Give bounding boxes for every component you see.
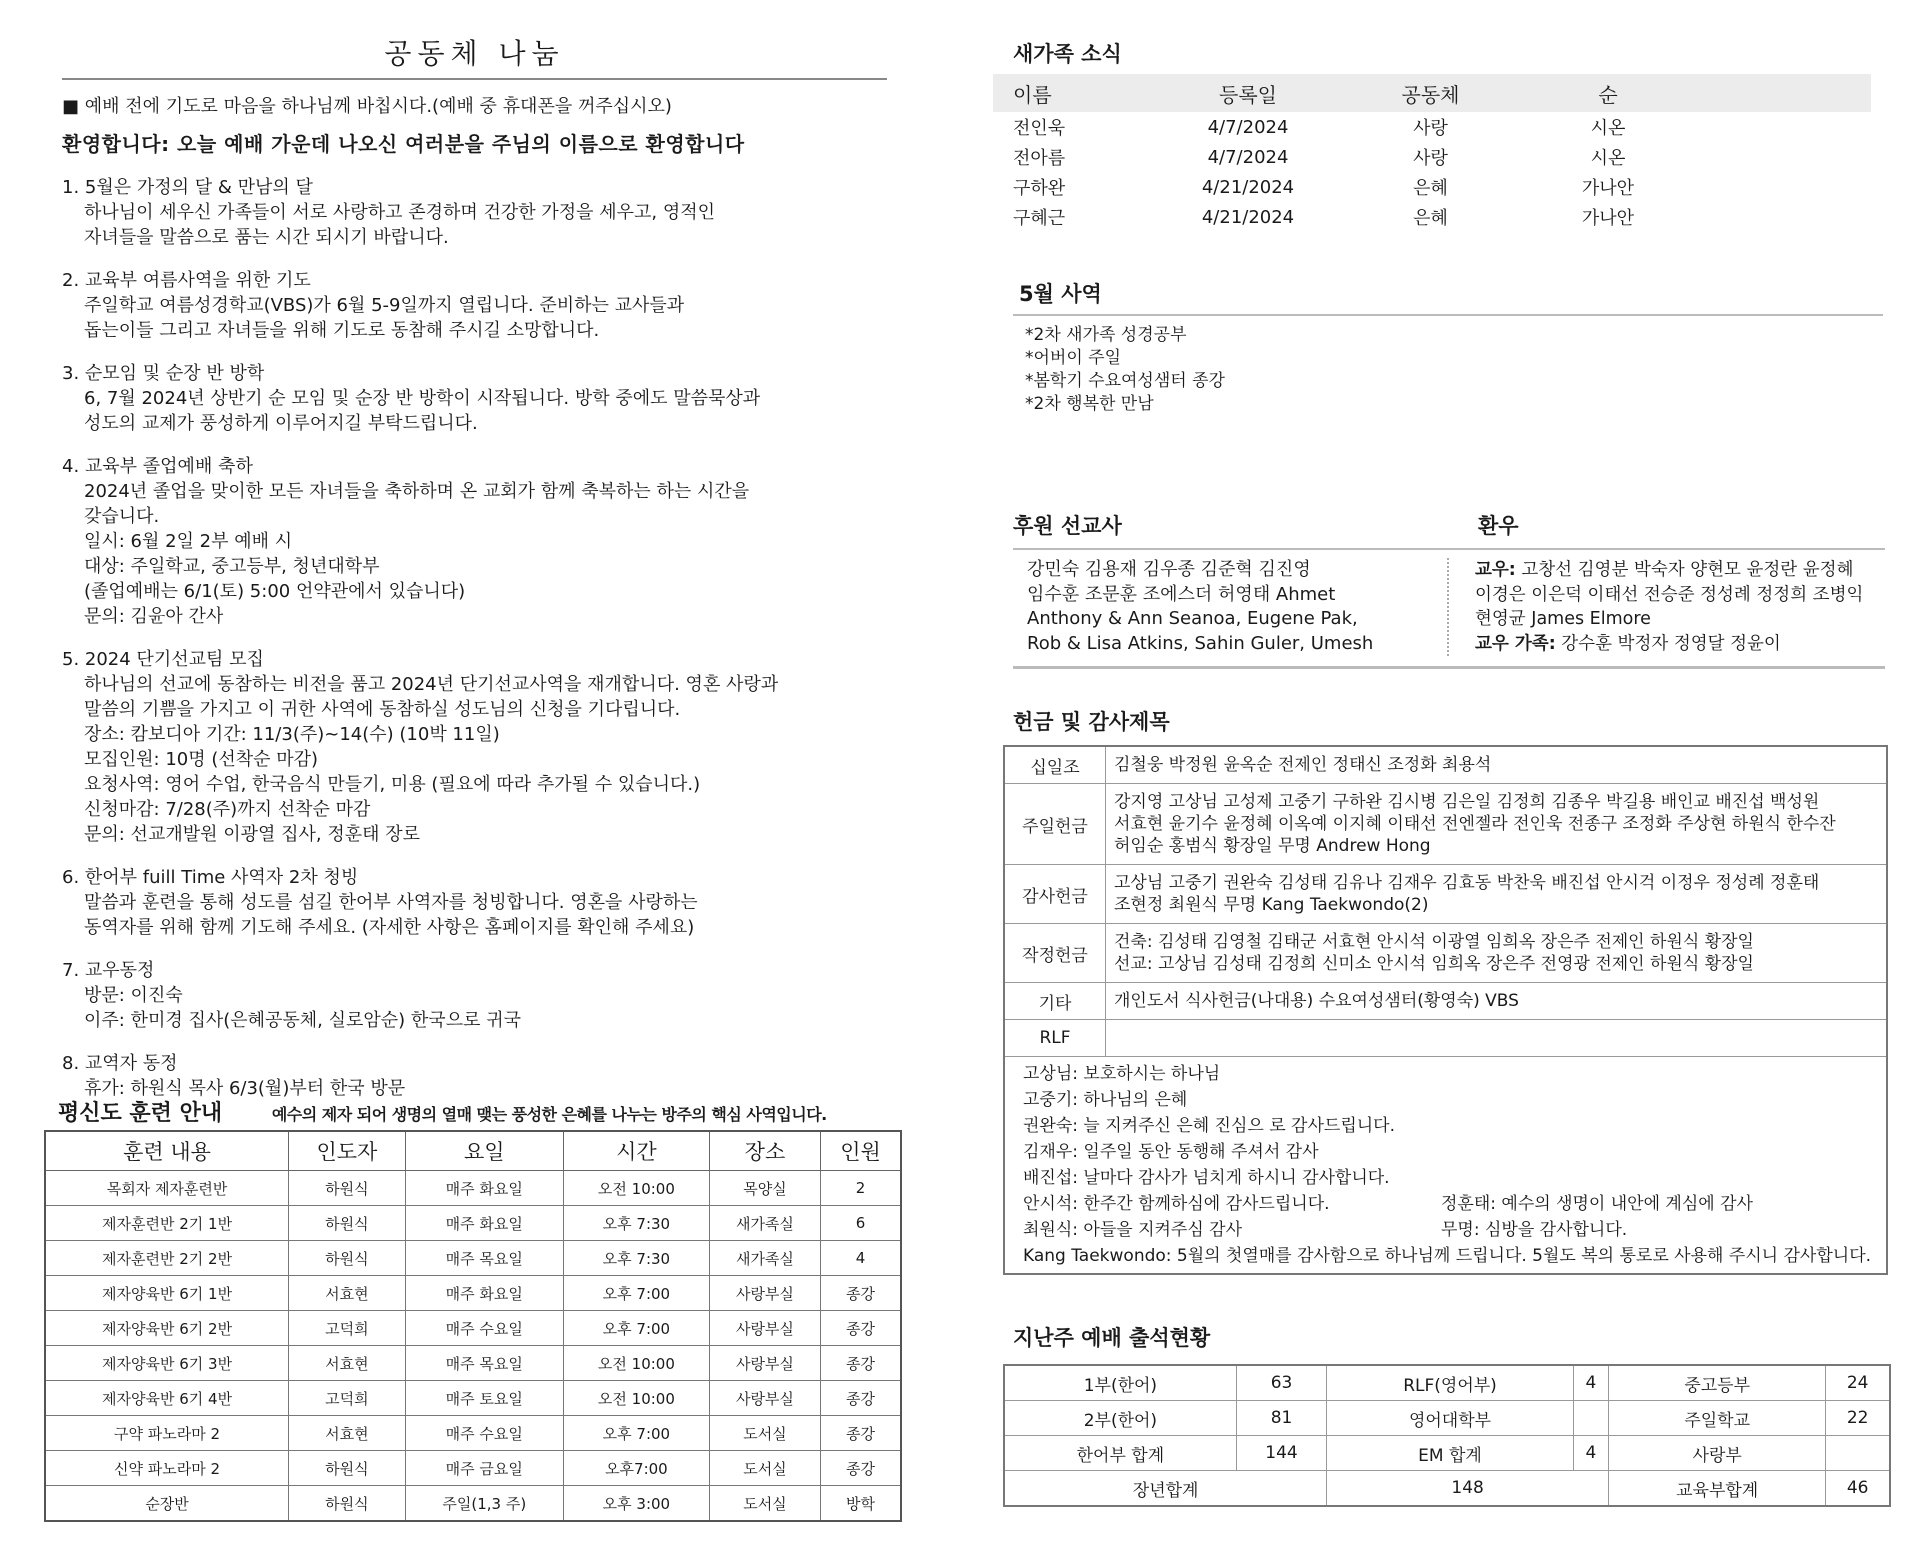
announcement-line: 말씀과 훈련을 통해 성도를 섬길 한어부 사역자를 청빙합니다. 영혼을 사랑하는 — [84, 892, 698, 913]
offering-line: 허임순 홍범식 황장일 무명 Andrew Hong — [1114, 836, 1431, 856]
list-cell: 4/7/2024 — [1207, 116, 1289, 138]
table-cell: 매주 목요일 — [405, 1346, 563, 1381]
announcement-line: 돕는이들 그리고 자녀들을 위해 기도로 동참해 주시길 소망합니다. — [84, 320, 600, 341]
table-cell: 하원식 — [289, 1241, 405, 1276]
announcement-item — [62, 865, 892, 940]
column-header: 시간 — [563, 1131, 709, 1171]
table-row — [1004, 1020, 1887, 1057]
offering-names — [1106, 1020, 1888, 1057]
announcement-line: 일시: 6월 2일 2부 예배 시 — [84, 531, 293, 552]
table-cell: 목회자 제자훈련반 — [45, 1171, 289, 1206]
announcement-heading: 2. 교육부 여름사역을 위한 기도 — [62, 270, 311, 291]
table-cell: 도서실 — [709, 1451, 820, 1486]
may-title: 5월 사역 — [1019, 282, 1102, 306]
list-cell: 가나안 — [1581, 208, 1635, 229]
announcement-line: 하나님의 선교에 동참하는 비전을 품고 2024년 단기선교사역을 재개합니다. 영혼 사랑과 — [84, 674, 779, 695]
offering-names — [1106, 746, 1888, 784]
table-cell: 매주 화요일 — [405, 1206, 563, 1241]
thanks-note-text: 안시석: 한주간 함께하심에 감사드립니다. — [1023, 1194, 1330, 1214]
announcement-line: 2024년 졸업을 맞이한 모든 자녀들을 축하하며 온 교회가 함께 축복하는 하는 시간을 — [84, 481, 750, 502]
list-cell: 사랑 — [1413, 118, 1448, 139]
patient-label: 교우: — [1475, 560, 1516, 580]
thanks-note-text: 고상님: 보호하시는 하나님 — [1023, 1064, 1221, 1084]
page-title: 공동체 나눔 — [62, 32, 887, 80]
list-item: *2차 새가족 성경공부 — [1025, 325, 1187, 345]
table-row — [45, 1346, 901, 1381]
thanks-note — [1023, 1191, 1874, 1217]
table-row — [45, 1381, 901, 1416]
table-cell: 한어부 합계 — [1004, 1436, 1236, 1471]
offering-title: 헌금 및 감사제목 — [1013, 710, 1170, 734]
column-header: 인원 — [821, 1131, 901, 1171]
announcement-item — [62, 958, 892, 1033]
total-label: 장년합계 — [1004, 1471, 1327, 1507]
announcement-item — [62, 268, 892, 343]
thanks-notes — [1004, 1057, 1887, 1275]
training-table — [44, 1130, 902, 1522]
missionary-line: Rob & Lisa Atkins, Sahin Guler, Umesh — [1027, 632, 1374, 654]
thanks-note — [1023, 1087, 1874, 1113]
announcement-list — [62, 175, 892, 1101]
welcome-text: 환영합니다: 오늘 예배 가운데 나오신 여러분을 주님의 이름으로 환영합니다 — [62, 132, 745, 156]
support-section — [1013, 510, 1885, 669]
offering-names — [1106, 784, 1888, 865]
offering-label: 십일조 — [1004, 746, 1106, 784]
list-cell: 시온 — [1590, 118, 1626, 139]
announcement-line: 이주: 한미경 집사(은혜공동체, 실로암순) 한국으로 귀국 — [84, 1010, 521, 1031]
table-cell: 고덕희 — [289, 1381, 405, 1416]
table-cell: 매주 금요일 — [405, 1451, 563, 1486]
announcement-line: 자녀들을 말씀으로 품는 시간 되시기 바랍니다. — [84, 227, 449, 248]
column-header: 요일 — [405, 1131, 563, 1171]
table-cell: 2부(한어) — [1004, 1401, 1236, 1436]
table-cell: 4 — [821, 1241, 901, 1276]
patient-names: 이경은 이은덕 이태선 전승준 정성례 정정희 조병익 — [1475, 584, 1864, 605]
table-cell: 4 — [1573, 1365, 1608, 1401]
table-header-row — [45, 1131, 901, 1171]
table-cell: 종강 — [821, 1311, 901, 1346]
table-cell: 방학 — [821, 1486, 901, 1522]
list-cell: 은혜 — [1413, 178, 1448, 199]
announcement-line: 신청마감: 7/28(주)까지 선착순 마감 — [84, 799, 371, 820]
announcement-line: (졸업예배는 6/1(토) 5:00 언약관에서 있습니다) — [84, 581, 466, 602]
table-cell: 사랑부 — [1609, 1436, 1826, 1471]
offering-line: 고상님 고중기 권완숙 김성태 김유나 김재우 김효동 박찬욱 배진섭 안시걱 이정우 정성례 정훈태 — [1114, 873, 1820, 893]
patient-line — [1475, 632, 1863, 657]
table-cell: 종강 — [821, 1381, 901, 1416]
table-row — [45, 1486, 901, 1522]
announcement-line: 갖습니다. — [84, 506, 160, 527]
edu-total-label: 교육부합계 — [1609, 1471, 1826, 1507]
table-row — [45, 1451, 901, 1486]
table-row — [1004, 1471, 1890, 1507]
table-cell: 신약 파노라마 2 — [45, 1451, 289, 1486]
list-item: *봄학기 수요여성샘터 종강 — [1025, 371, 1225, 391]
table-row — [45, 1276, 901, 1311]
announcement-line: 말씀의 기쁨을 가지고 이 귀한 사역에 동참하실 성도님의 신청을 기다립니다. — [84, 699, 681, 720]
table-cell: 오후 7:00 — [563, 1416, 709, 1451]
table-cell: 종강 — [821, 1276, 901, 1311]
column-header: 이름 — [1013, 82, 1052, 107]
new-family-header — [993, 74, 1871, 112]
total-value: 148 — [1327, 1471, 1609, 1507]
table-row — [1004, 746, 1887, 784]
table-row — [45, 1171, 901, 1206]
table-row — [1004, 1401, 1890, 1436]
list-item — [993, 172, 1871, 202]
announcement-line: 주일학교 여름성경학교(VBS)가 6월 5-9일까지 열립니다. 준비하는 교사들과 — [84, 295, 685, 316]
table-cell: 오후 7:30 — [563, 1206, 709, 1241]
list-item — [993, 112, 1871, 142]
column-header: 인도자 — [289, 1131, 405, 1171]
offering-label: 주일헌금 — [1004, 784, 1106, 865]
patient-list — [1449, 558, 1863, 656]
table-cell: 서효현 — [289, 1276, 405, 1311]
column-header: 순 — [1598, 82, 1618, 107]
table-cell: 영어대학부 — [1327, 1401, 1574, 1436]
table-cell: 4 — [1573, 1436, 1608, 1471]
table-row — [45, 1241, 901, 1276]
offering-table — [1003, 745, 1888, 1275]
thanks-note — [1023, 1113, 1874, 1139]
offering-label: 작정헌금 — [1004, 924, 1106, 983]
table-cell: EM 합계 — [1327, 1436, 1574, 1471]
list-cell: 4/21/2024 — [1201, 176, 1295, 198]
table-row — [1004, 1436, 1890, 1471]
list-item — [993, 142, 1871, 172]
thanks-note — [1023, 1165, 1874, 1191]
list-cell: 시온 — [1590, 148, 1626, 169]
missionary-title: 후원 선교사 — [1013, 514, 1122, 538]
thanks-note-text: 정훈태: 예수의 생명이 내안에 계심에 감사 — [1441, 1194, 1753, 1214]
announcement-heading: 3. 순모임 및 순장 반 방학 — [62, 363, 265, 384]
table-cell: 2 — [821, 1171, 901, 1206]
table-cell: 매주 수요일 — [405, 1311, 563, 1346]
table-cell: 종강 — [821, 1416, 901, 1451]
table-row — [1004, 924, 1887, 983]
announcement-item — [62, 454, 892, 629]
announcement-line: 요청사역: 영어 수업, 한국음식 만들기, 미용 (필요에 따라 추가될 수 있습니다.) — [84, 774, 701, 795]
announcement-item — [62, 175, 892, 250]
list-cell: 구혜근 — [1013, 208, 1066, 229]
table-cell: 서효현 — [289, 1346, 405, 1381]
table-cell: 제자양육반 6기 3반 — [45, 1346, 289, 1381]
table-cell: 144 — [1236, 1436, 1326, 1471]
column-header: 훈련 내용 — [45, 1131, 289, 1171]
table-cell: 22 — [1826, 1401, 1890, 1436]
table-cell: 오후 7:00 — [563, 1276, 709, 1311]
table-cell: 제자훈련반 2기 1반 — [45, 1206, 289, 1241]
community-sharing-column — [62, 0, 892, 1101]
table-row — [45, 1416, 901, 1451]
thanks-note-text: 무명: 심방을 감사합니다. — [1441, 1220, 1628, 1240]
missionary-line: 강민숙 김용재 김우종 김준혁 김진영 — [1027, 559, 1311, 580]
table-cell: 매주 수요일 — [405, 1416, 563, 1451]
patients-title: 환우 — [1478, 514, 1519, 538]
training-header — [58, 1096, 908, 1127]
thanks-note — [1023, 1061, 1874, 1087]
announcement-line: 하나님이 세우신 가족들이 서로 사랑하고 존경하며 건강한 가정을 세우고, 영적인 — [84, 202, 716, 223]
announcement-heading: 6. 한어부 fuill Time 사역자 2차 청빙 — [62, 867, 359, 888]
table-cell: 1부(한어) — [1004, 1365, 1236, 1401]
table-cell: 하원식 — [289, 1486, 405, 1522]
table-cell: 제자훈련반 2기 2반 — [45, 1241, 289, 1276]
thanks-note — [1023, 1243, 1874, 1269]
announcement-heading: 1. 5월은 가정의 달 & 만남의 달 — [62, 177, 313, 198]
table-cell: 새가족실 — [709, 1206, 820, 1241]
list-cell: 구하완 — [1013, 178, 1066, 199]
table-cell: 매주 목요일 — [405, 1241, 563, 1276]
column-header: 공동체 — [1401, 82, 1460, 107]
table-cell: 사랑부실 — [709, 1381, 820, 1416]
table-cell: 매주 화요일 — [405, 1171, 563, 1206]
edu-total-value: 46 — [1826, 1471, 1890, 1507]
table-cell: 하원식 — [289, 1206, 405, 1241]
thanks-note — [1023, 1217, 1874, 1243]
table-cell: 6 — [821, 1206, 901, 1241]
offering-label: RLF — [1004, 1020, 1106, 1057]
list-cell: 전인욱 — [1013, 118, 1066, 139]
table-cell: 81 — [1236, 1401, 1326, 1436]
attendance-title: 지난주 예배 출석현황 — [1013, 1326, 1211, 1350]
table-cell: 목양실 — [709, 1171, 820, 1206]
table-cell: RLF(영어부) — [1327, 1365, 1574, 1401]
table-row — [45, 1311, 901, 1346]
table-row — [1004, 983, 1887, 1020]
thanks-note-text: 최원식: 아들을 지켜주심 감사 — [1023, 1220, 1243, 1240]
table-cell — [1826, 1436, 1890, 1471]
table-cell: 중고등부 — [1609, 1365, 1826, 1401]
table-cell: 도서실 — [709, 1486, 820, 1522]
announcement-heading: 4. 교육부 졸업예배 축하 — [62, 456, 253, 477]
table-cell: 사랑부실 — [709, 1311, 820, 1346]
table-cell: 24 — [1826, 1365, 1890, 1401]
table-cell: 오전 10:00 — [563, 1346, 709, 1381]
table-cell: 새가족실 — [709, 1241, 820, 1276]
thanks-note-text: Kang Taekwondo: 5월의 첫열매를 감사함으로 하나님께 드립니다. 5월도 복의 통로로 사용해 주시니 감사합니다. — [1023, 1246, 1872, 1266]
table-cell: 종강 — [821, 1451, 901, 1486]
announcement-line: 동역자를 위해 함께 기도해 주세요. (자세한 사항은 홈페이지를 확인해 주세요) — [84, 917, 695, 938]
thanks-note-text: 김재우: 일주일 동안 동행해 주셔서 감사 — [1023, 1142, 1319, 1162]
list-cell: 사랑 — [1413, 148, 1448, 169]
table-cell: 사랑부실 — [709, 1276, 820, 1311]
may-ministry — [1013, 278, 1883, 416]
patient-line — [1475, 558, 1863, 583]
list-cell: 4/7/2024 — [1207, 146, 1289, 168]
table-row — [45, 1206, 901, 1241]
table-cell: 도서실 — [709, 1416, 820, 1451]
offering-names — [1106, 983, 1888, 1020]
announcement-heading: 7. 교우동정 — [62, 960, 155, 981]
table-cell: 종강 — [821, 1346, 901, 1381]
list-item: *2차 행복한 만남 — [1025, 394, 1154, 414]
table-cell: 오후 7:30 — [563, 1241, 709, 1276]
offering-line: 건축: 김성태 김영철 김태군 서효현 안시석 이광열 임희옥 장은주 전제인 하원식 황장일 — [1114, 932, 1754, 952]
table-cell: 63 — [1236, 1365, 1326, 1401]
announcement-item — [62, 647, 892, 847]
announcement-line: 문의: 김윤아 간사 — [84, 606, 224, 627]
list-cell: 4/21/2024 — [1201, 206, 1295, 228]
table-cell: 하원식 — [289, 1451, 405, 1486]
offering-line: 개인도서 식사헌금(나대용) 수요여성샘터(황영숙) VBS — [1114, 991, 1519, 1011]
table-cell: 오후7:00 — [563, 1451, 709, 1486]
list-cell: 전아름 — [1013, 148, 1066, 169]
table-cell: 매주 토요일 — [405, 1381, 563, 1416]
training-subtitle: 예수의 제자 되어 생명의 열매 맺는 풍성한 은혜를 나누는 방주의 핵심 사역입니다. — [271, 1105, 827, 1124]
column-header: 장소 — [709, 1131, 820, 1171]
table-row — [1004, 784, 1887, 865]
offering-names — [1106, 924, 1888, 983]
new-family-title: 새가족 소식 — [1013, 42, 1122, 66]
list-cell: 가나안 — [1581, 178, 1635, 199]
announcement-line: 6, 7월 2024년 상반기 순 모임 및 순장 반 방학이 시작됩니다. 방학 중에도 말씀묵상과 — [84, 388, 761, 409]
list-item: *어버이 주일 — [1025, 348, 1122, 368]
table-cell — [1573, 1401, 1608, 1436]
table-cell: 사랑부실 — [709, 1346, 820, 1381]
offering-line: 조현정 최원식 무명 Kang Taekwondo(2) — [1114, 895, 1429, 915]
table-cell: 제자양육반 6기 2반 — [45, 1311, 289, 1346]
offering-line: 선교: 고상님 김성태 김정희 신미소 안시석 임희옥 장은주 전영광 전제인 하원식 황장일 — [1114, 954, 1754, 974]
announcement-heading: 8. 교역자 동정 — [62, 1053, 178, 1074]
table-cell: 주일학교 — [1609, 1401, 1826, 1436]
announcement-line: 대상: 주일학교, 중고등부, 청년대학부 — [84, 556, 380, 577]
notice-text: ■ 예배 전에 기도로 마음을 하나님께 바칩시다.(예배 중 휴대폰을 꺼주십시오) — [62, 96, 672, 117]
missionary-line: Anthony & Ann Seanoa, Eugene Pak, — [1027, 608, 1358, 629]
patient-names: 고창선 김영분 박숙자 양현모 윤정란 윤정혜 — [1515, 560, 1854, 580]
table-cell: 고덕희 — [289, 1311, 405, 1346]
table-cell: 서효현 — [289, 1416, 405, 1451]
list-item — [993, 202, 1871, 232]
thanks-note-text: 권완숙: 늘 지켜주신 은혜 진심으 로 감사드립니다. — [1023, 1116, 1395, 1136]
table-row — [1004, 1365, 1890, 1401]
table-cell: 구약 파노라마 2 — [45, 1416, 289, 1451]
announcement-line: 장소: 캄보디아 기간: 11/3(주)~14(수) (10박 11일) — [84, 724, 500, 745]
offering-label: 감사헌금 — [1004, 865, 1106, 924]
patient-label: 교우 가족: — [1475, 633, 1556, 654]
announcement-line: 휴가: 하원식 목사 6/3(월)부터 한국 방문 — [84, 1078, 406, 1099]
table-cell: 오전 10:00 — [563, 1381, 709, 1416]
missionary-list — [1013, 558, 1449, 656]
announcement-line: 성도의 교제가 풍성하게 이루어지길 부탁드립니다. — [84, 413, 478, 434]
patient-line — [1475, 607, 1863, 632]
thanks-note — [1023, 1139, 1874, 1165]
announcement-item — [62, 1051, 892, 1101]
attendance-table — [1003, 1364, 1891, 1507]
patient-names: 현영균 James Elmore — [1475, 609, 1651, 629]
announcement-line: 방문: 이진숙 — [84, 985, 183, 1006]
table-cell: 하원식 — [289, 1171, 405, 1206]
missionary-line: 임수훈 조문훈 조에스더 허영태 Ahmet — [1027, 583, 1336, 605]
offering-line: 강지영 고상님 고성제 고중기 구하완 김시병 김은일 김정희 김종우 박길용 배인교 배진섭 백성원 — [1114, 792, 1820, 812]
table-cell: 순장반 — [45, 1486, 289, 1522]
table-cell: 주일(1,3 주) — [405, 1486, 563, 1522]
table-cell: 제자양육반 6기 1반 — [45, 1276, 289, 1311]
thanks-note-text: 고중기: 하나님의 은혜 — [1023, 1090, 1188, 1110]
patient-line — [1475, 583, 1863, 608]
announcement-line: 모집인원: 10명 (선착순 마감) — [84, 749, 319, 770]
announcement-item — [62, 361, 892, 436]
table-row — [1004, 1057, 1887, 1275]
new-family-list — [993, 74, 1871, 232]
offering-label: 기타 — [1004, 983, 1106, 1020]
table-cell: 제자양육반 6기 4반 — [45, 1381, 289, 1416]
list-cell: 은혜 — [1413, 208, 1448, 229]
training-title: 평신도 훈련 안내 — [58, 1101, 223, 1126]
table-row — [1004, 865, 1887, 924]
announcement-heading: 5. 2024 단기선교팀 모집 — [62, 649, 264, 670]
announcement-line: 문의: 선교개발원 이광열 집사, 정훈태 장로 — [84, 824, 420, 845]
table-cell: 오전 10:00 — [563, 1171, 709, 1206]
offering-line: 서효현 윤기수 윤정혜 이옥예 이지혜 이태선 전엔젤라 전인욱 전종구 조정화 주상현 하원식 한수잔 — [1114, 814, 1836, 834]
column-header: 등록일 — [1219, 82, 1277, 107]
table-cell: 오후 7:00 — [563, 1311, 709, 1346]
offering-names — [1106, 865, 1888, 924]
table-cell: 오후 3:00 — [563, 1486, 709, 1522]
patient-names: 강수훈 박정자 정영달 정윤이 — [1555, 633, 1781, 654]
table-cell: 매주 화요일 — [405, 1276, 563, 1311]
offering-line: 김철웅 박정원 윤옥순 전제인 정태신 조정화 최용석 — [1114, 755, 1492, 775]
thanks-note-text: 배진섭: 날마다 감사가 넘치게 하시니 감사합니다. — [1023, 1168, 1390, 1188]
